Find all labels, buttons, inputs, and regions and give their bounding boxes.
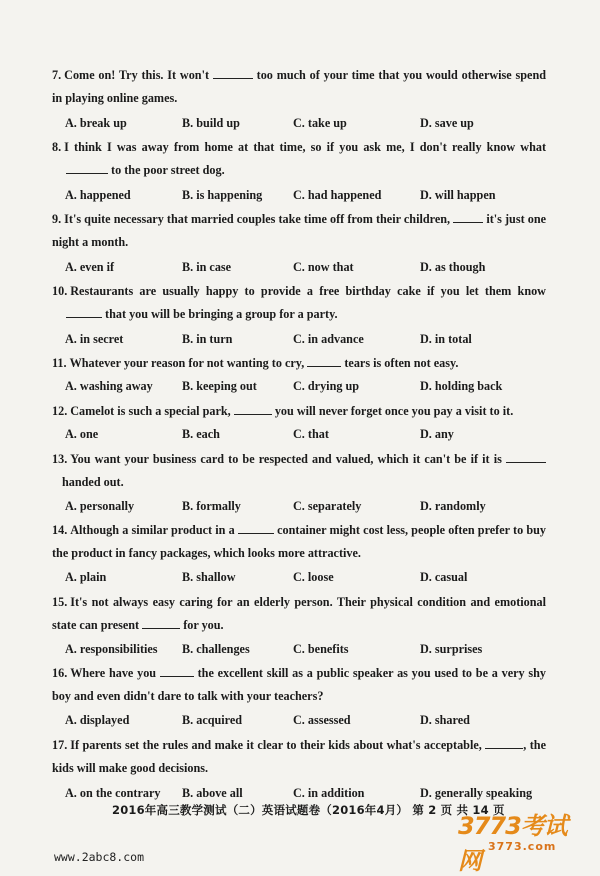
question-12 bbox=[52, 400, 546, 423]
option-d: D. as though bbox=[420, 260, 486, 274]
option-b: B. acquired bbox=[182, 713, 243, 727]
question-number: 11. bbox=[52, 356, 67, 370]
option-d: D. any bbox=[420, 427, 454, 441]
question-text: You want your business card to be respected and valued, which it can't be if it is bbox=[70, 452, 502, 466]
question-number: 9. bbox=[52, 212, 62, 226]
question-16 bbox=[52, 662, 546, 708]
answer-blank bbox=[238, 522, 274, 534]
option-a: A. break up bbox=[65, 116, 127, 130]
option-c: C. loose bbox=[293, 570, 334, 584]
question-text: the excellent skill as a public speaker as you used to be a very shy boy and even didn't dare to talk with your teachers? bbox=[52, 666, 546, 703]
question-text: It's quite necessary that married couples take time off from their children, bbox=[64, 212, 451, 226]
question-text: If parents set the rules and make it clear to their kids about what's acceptable, bbox=[70, 738, 482, 752]
question-text: container might cost less, people often prefer to buy the product in fancy packages, which looks more attractive. bbox=[52, 523, 547, 560]
option-b: B. in case bbox=[182, 260, 232, 274]
option-d: D. will happen bbox=[420, 188, 496, 202]
option-d: D. surprises bbox=[420, 642, 483, 656]
answer-blank bbox=[453, 211, 483, 223]
question-text: Where have you bbox=[70, 666, 157, 680]
question-text: for you. bbox=[183, 618, 224, 632]
option-c: C. that bbox=[293, 427, 329, 441]
question-text: that you will be bringing a group for a party. bbox=[105, 307, 338, 321]
options-14 bbox=[65, 570, 555, 588]
answer-blank bbox=[485, 737, 523, 749]
option-d: D. generally speaking bbox=[420, 786, 533, 800]
question-10 bbox=[52, 280, 546, 326]
question-text: it's just one night a month. bbox=[52, 212, 547, 249]
option-c: C. separately bbox=[293, 499, 362, 513]
question-9 bbox=[52, 208, 546, 254]
options-11 bbox=[65, 379, 555, 397]
question-text: Come on! Try this. It won't bbox=[64, 68, 210, 82]
option-b: B. above all bbox=[182, 786, 243, 800]
question-17: 17. If parents set the rules and make it clear to their kids about what's acceptable, , the kids will make good decisions. bbox=[52, 738, 546, 775]
options-7 bbox=[65, 116, 555, 134]
options-16 bbox=[65, 713, 555, 731]
option-a: A. personally bbox=[65, 499, 135, 513]
question-text: Whatever your reason for not wanting to cry, bbox=[69, 356, 305, 370]
option-b: B. keeping out bbox=[182, 379, 257, 393]
page-footer: 2016年高三教学测试（二）英语试题卷（2016年4月） 第 2 页 共 14 页 bbox=[112, 803, 505, 817]
option-b: B. challenges bbox=[182, 642, 250, 656]
option-c: C. benefits bbox=[293, 642, 349, 656]
question-text: tears is often not easy. bbox=[344, 356, 459, 370]
option-b: B. build up bbox=[182, 116, 240, 130]
option-b: B. shallow bbox=[182, 570, 236, 584]
question-text: It's not always easy caring for an elderly person. Their physical condition and emotional state can present bbox=[52, 595, 546, 632]
option-d: D. randomly bbox=[420, 499, 486, 513]
option-a: A. on the contrary bbox=[65, 786, 161, 800]
answer-blank bbox=[506, 451, 546, 463]
option-a: A. washing away bbox=[65, 379, 153, 393]
options-12 bbox=[65, 427, 555, 445]
question-number: 15. bbox=[52, 595, 68, 609]
option-a: A. even if bbox=[65, 260, 115, 274]
question-7 bbox=[52, 64, 546, 110]
question-text: the kids will make good decisions. bbox=[52, 738, 546, 775]
logo-sub-text: 3773.com bbox=[488, 840, 557, 853]
option-a: A. in secret bbox=[65, 332, 124, 346]
question-text: handed out. bbox=[62, 475, 124, 489]
site-logo bbox=[458, 806, 588, 875]
options-9 bbox=[65, 260, 555, 278]
option-d: D. in total bbox=[420, 332, 472, 346]
question-text: to the poor street dog. bbox=[111, 163, 225, 177]
question-number: 10. bbox=[52, 284, 68, 298]
question-11 bbox=[52, 352, 546, 375]
options-13 bbox=[65, 499, 555, 517]
option-a: A. happened bbox=[65, 188, 131, 202]
option-c: C. now that bbox=[293, 260, 354, 274]
question-14 bbox=[52, 519, 546, 565]
option-d: D. casual bbox=[420, 570, 468, 584]
option-c: C. drying up bbox=[293, 379, 360, 393]
question-13 bbox=[52, 448, 546, 494]
option-c: C. in advance bbox=[293, 332, 364, 346]
logo-main-text: 3773考试网 bbox=[458, 812, 567, 875]
option-a: A. displayed bbox=[65, 713, 130, 727]
question-number: 17. bbox=[52, 738, 68, 752]
answer-blank bbox=[66, 162, 108, 174]
option-d: D. save up bbox=[420, 116, 474, 130]
answer-blank bbox=[160, 665, 194, 677]
question-number: 12. bbox=[52, 404, 68, 418]
question-15 bbox=[52, 591, 546, 637]
option-c: C. take up bbox=[293, 116, 347, 130]
question-number: 16. bbox=[52, 666, 68, 680]
answer-blank bbox=[213, 67, 253, 79]
question-text: too much of your time that you would otherwise spend in playing online games. bbox=[52, 68, 547, 105]
question-text: I think I was away from home at that time, so if you ask me, I don't really know what bbox=[64, 140, 546, 154]
question-text: you will never forget once you pay a visit to it. bbox=[274, 404, 514, 418]
option-c: C. assessed bbox=[293, 713, 351, 727]
question-number: 8. bbox=[52, 140, 62, 154]
option-d: D. shared bbox=[420, 713, 470, 727]
option-a: A. plain bbox=[65, 570, 107, 584]
option-c: C. had happened bbox=[293, 188, 382, 202]
question-number: 13. bbox=[52, 452, 68, 466]
source-url-watermark: www.2abc8.com bbox=[54, 850, 145, 864]
option-b: B. in turn bbox=[182, 332, 233, 346]
option-b: B. is happening bbox=[182, 188, 263, 202]
question-text: Restaurants are usually happy to provide a free birthday cake if you let them know bbox=[70, 284, 546, 298]
question-text: Camelot is such a special park, bbox=[70, 404, 231, 418]
answer-blank bbox=[307, 355, 341, 367]
option-b: B. each bbox=[182, 427, 220, 441]
answer-blank bbox=[142, 617, 180, 629]
question-8 bbox=[52, 136, 546, 182]
option-d: D. holding back bbox=[420, 379, 503, 393]
answer-blank bbox=[66, 306, 102, 318]
option-c: C. in addition bbox=[293, 786, 365, 800]
option-b: B. formally bbox=[182, 499, 241, 513]
options-15 bbox=[65, 642, 555, 660]
answer-blank bbox=[234, 403, 272, 415]
option-a: A. one bbox=[65, 427, 99, 441]
options-8 bbox=[65, 188, 555, 206]
options-10 bbox=[65, 332, 555, 350]
question-number: 7. bbox=[52, 68, 62, 82]
question-number: 14. bbox=[52, 523, 68, 537]
option-a: A. responsibilities bbox=[65, 642, 158, 656]
question-text: Although a similar product in a bbox=[70, 523, 235, 537]
